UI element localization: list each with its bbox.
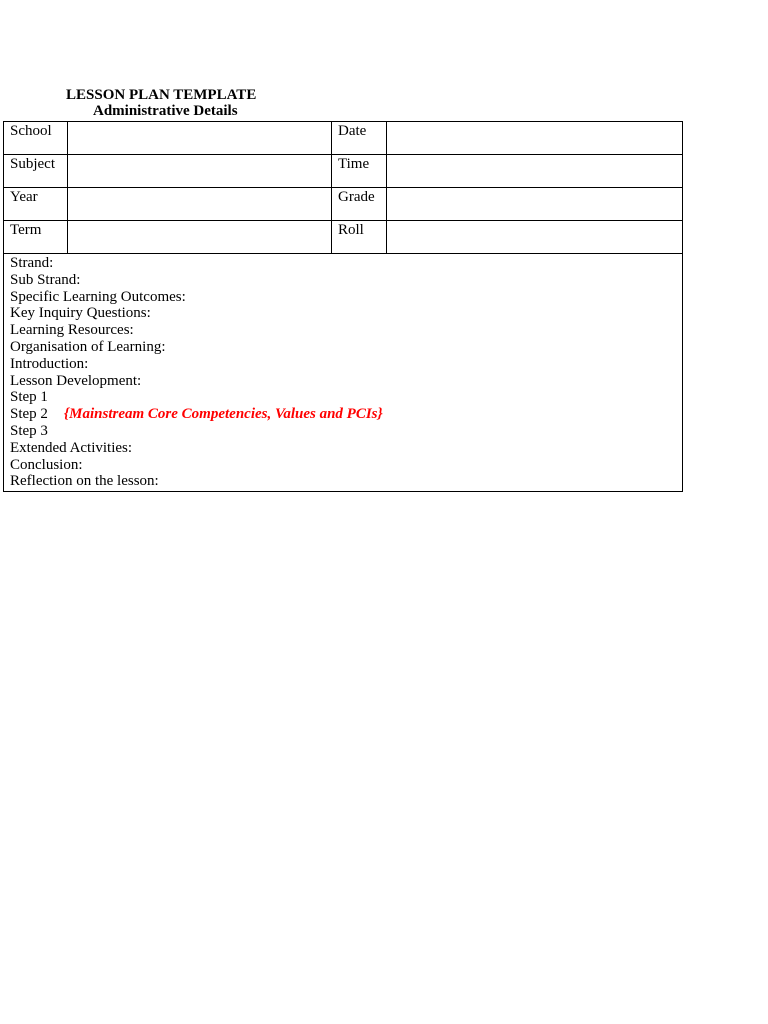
subject-field[interactable] <box>68 155 332 188</box>
lesson-development-label: Lesson Development: <box>10 372 142 389</box>
document-title: LESSON PLAN TEMPLATE <box>66 87 257 103</box>
roll-field[interactable] <box>387 221 683 254</box>
learning-resources-label: Learning Resources: <box>10 322 134 339</box>
time-field[interactable] <box>387 155 683 188</box>
step-2-label: Step 2 <box>10 406 48 423</box>
year-label: Year <box>4 188 68 221</box>
time-label: Time <box>332 155 387 188</box>
introduction-label: Introduction: <box>10 355 89 372</box>
school-label: School <box>4 122 68 155</box>
table-row-lesson-details <box>4 254 683 492</box>
sub-strand-label: Sub Strand: <box>10 271 81 288</box>
specific-learning-outcomes-label: Specific Learning Outcomes: <box>10 288 186 305</box>
reflection-label: Reflection on the lesson: <box>10 473 159 490</box>
roll-label: Roll <box>332 221 387 254</box>
school-field[interactable] <box>68 122 332 155</box>
grade-label: Grade <box>332 188 387 221</box>
step-2-line <box>10 406 676 423</box>
key-inquiry-questions-label: Key Inquiry Questions: <box>10 305 151 322</box>
extended-activities-label: Extended Activities: <box>10 439 133 456</box>
year-field[interactable] <box>68 188 332 221</box>
section-heading-administrative-details: Administrative Details <box>93 103 238 119</box>
date-label: Date <box>332 122 387 155</box>
lesson-plan-table <box>3 121 683 492</box>
term-label: Term <box>4 221 68 254</box>
table-row-term-roll <box>4 221 683 254</box>
subject-label: Subject <box>4 155 68 188</box>
core-competencies-note: {Mainstream Core Competencies, Values and PCIs} <box>63 406 383 423</box>
lesson-details-cell[interactable] <box>4 254 683 492</box>
table-row-year-grade <box>4 188 683 221</box>
conclusion-label: Conclusion: <box>10 456 83 473</box>
step-3-label: Step 3 <box>10 422 48 439</box>
table-row-subject-time <box>4 155 683 188</box>
strand-label: Strand: <box>10 255 54 271</box>
date-field[interactable] <box>387 122 683 155</box>
step-1-label: Step 1 <box>10 389 48 406</box>
grade-field[interactable] <box>387 188 683 221</box>
term-field[interactable] <box>68 221 332 254</box>
organisation-of-learning-label: Organisation of Learning: <box>10 338 166 355</box>
table-row-school-date <box>4 122 683 155</box>
